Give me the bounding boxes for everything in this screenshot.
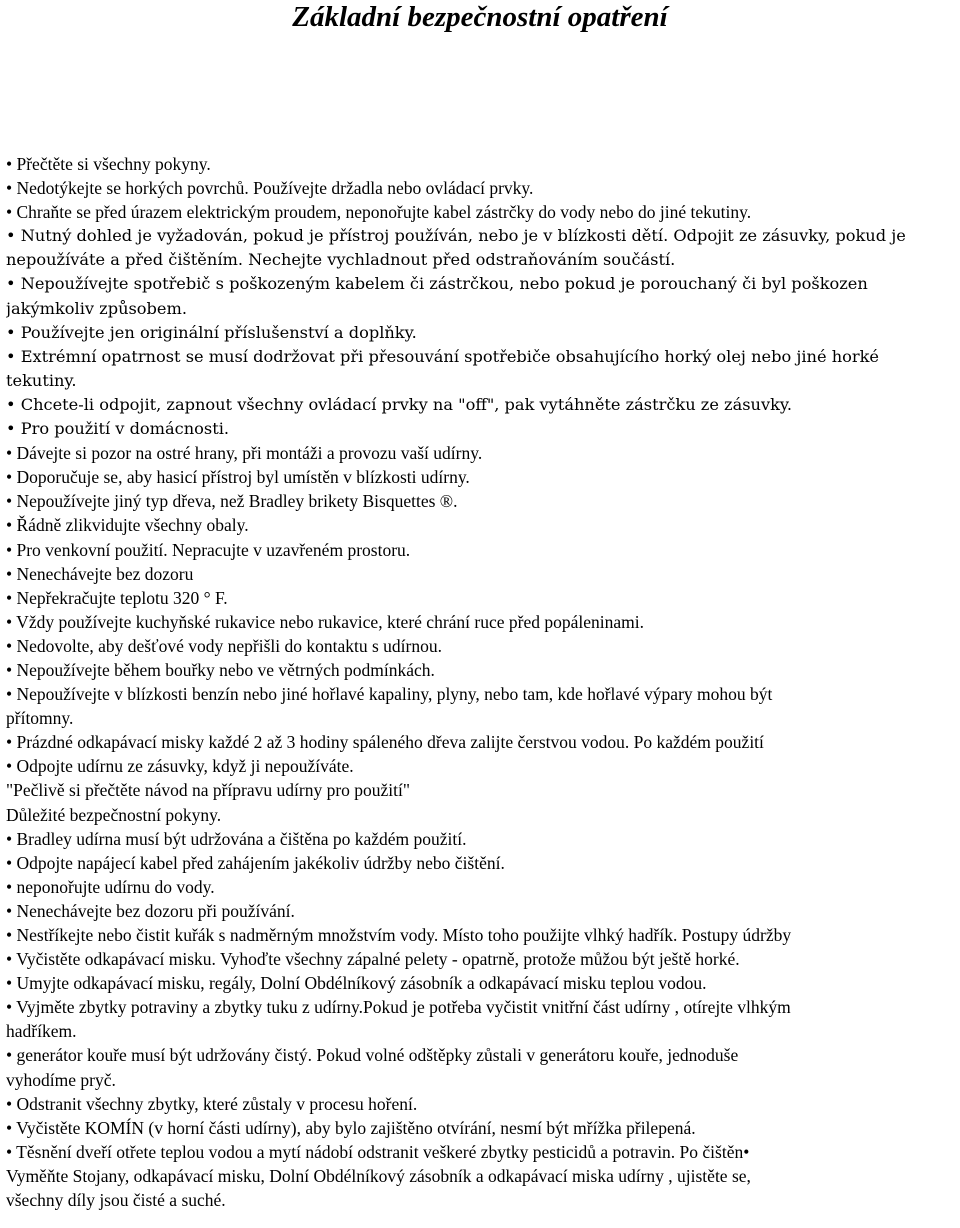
- instruction-line: hadříkem.: [6, 1021, 77, 1042]
- instruction-line: • neponořujte udírnu do vody.: [6, 876, 215, 897]
- instruction-line: • Umyjte odkapávací misku, regály, Dolní Obdélníkový zásobník a odkapávací misku teplou vodou.: [6, 973, 707, 994]
- instruction-line: • Dávejte si pozor na ostré hrany, při montáži a provozu vaší udírny.: [6, 443, 483, 464]
- instruction-line: • Chraňte se před úrazem elektrickým proudem, neponořujte kabel zástrčky do vody nebo do jiné tekutiny.: [6, 202, 752, 223]
- instruction-line: tekutiny.: [6, 370, 77, 390]
- instruction-line: přítomny.: [6, 708, 74, 729]
- instruction-line: Vyměňte Stojany, odkapávací misku, Dolní Obdélníkový zásobník a odkapávací miska udírny , ujistěte se,: [6, 1165, 751, 1186]
- instructions-body: [6, 152, 958, 1212]
- instruction-line: • Nedovolte, aby dešťové vody nepřišli do kontaktu s udírnou.: [6, 635, 442, 656]
- instruction-line: • Bradley udírna musí být udržována a čištěna po každém použití.: [6, 828, 467, 849]
- instruction-line: • Nedotýkejte se horkých povrchů. Používejte držadla nebo ovládací prvky.: [6, 178, 534, 199]
- instruction-line: • Nenechávejte bez dozoru: [6, 563, 194, 584]
- page-title: Základní bezpečnostní opatření: [292, 1, 668, 33]
- instruction-line: "Pečlivě si přečtěte návod na přípravu udírny pro použití": [6, 780, 411, 801]
- instruction-line: • Odpojte napájecí kabel před zahájením jakékoliv údržby nebo čištění.: [6, 852, 505, 873]
- instruction-line: • Vyčistěte KOMÍN (v horní části udírny), aby bylo zajištěno otvírání, nesmí být mřížka přilepená.: [6, 1117, 696, 1138]
- instruction-line: • Nutný dohled je vyžadován, pokud je přístroj používán, nebo je v blízkosti dětí. Odpojit ze zásuvky, pokud je: [6, 226, 906, 246]
- instruction-line: • Přečtěte si všechny pokyny.: [6, 154, 211, 174]
- instruction-line: nepoužíváte a před čištěním. Nechejte vychladnout před odstraňováním součástí.: [6, 250, 676, 270]
- instruction-line: • Používejte jen originální příslušenství a doplňky.: [6, 322, 417, 342]
- instruction-line: • Vyčistěte odkapávací misku. Vyhoďte všechny zápalné pelety - opatrně, protože můžou být ještě horké.: [6, 949, 740, 970]
- instruction-line: • Odpojte udírnu ze zásuvky, když ji nepoužíváte.: [6, 756, 354, 777]
- instruction-line: • Vyjměte zbytky potraviny a zbytky tuku z udírny.Pokud je potřeba vyčistit vnitřní část udírny , otírejte vlhkým: [6, 997, 791, 1018]
- instruction-line: • Chcete-li odpojit, zapnout všechny ovládací prvky na "off", pak vytáhněte zástrčku ze zásuvky.: [6, 394, 793, 414]
- instruction-line: • Těsnění dveří otřete teplou vodou a mytí nádobí odstranit veškeré zbytky pesticidů a potravin. Po čištěn•: [6, 1141, 750, 1162]
- instruction-line: vyhodíme pryč.: [6, 1069, 116, 1090]
- instruction-line: • Nepoužívejte jiný typ dřeva, než Bradley brikety Bisquettes ®.: [6, 491, 458, 512]
- instruction-line: • generátor kouře musí být udržovány čistý. Pokud volné odštěpky zůstali v generátoru kouře, jednoduše: [6, 1045, 739, 1066]
- instruction-line: Důležité bezpečnostní pokyny.: [6, 804, 222, 825]
- instruction-line: • Pro venkovní použití. Nepracujte v uzavřeném prostoru.: [6, 539, 411, 560]
- instruction-line: • Pro použití v domácnosti.: [6, 419, 230, 439]
- instruction-line: • Nepoužívejte spotřebič s poškozeným kabelem či zástrčkou, nebo pokud je porouchaný či byl poškozen: [6, 274, 868, 294]
- instruction-line: • Nepoužívejte v blízkosti benzín nebo jiné hořlavé kapaliny, plyny, nebo tam, kde hořlavé výpary mohou být: [6, 684, 773, 705]
- instruction-line: • Doporučuje se, aby hasicí přístroj byl umístěn v blízkosti udírny.: [6, 467, 470, 488]
- instruction-line: • Extrémní opatrnost se musí dodržovat při přesouvání spotřebiče obsahujícího horký olej nebo jiné horké: [6, 346, 880, 366]
- instruction-line: • Vždy používejte kuchyňské rukavice nebo rukavice, které chrání ruce před popáleninami.: [6, 611, 644, 632]
- instruction-line: • Nestříkejte nebo čistit kuřák s nadměrným množstvím vody. Místo toho použijte vlhký hadřík. Postupy údržby: [6, 925, 792, 945]
- instruction-line: jakýmkoliv způsobem.: [6, 298, 187, 318]
- instruction-line: všechny díly jsou čisté a suché.: [6, 1190, 226, 1211]
- instruction-line: • Nenechávejte bez dozoru při používání.: [6, 900, 295, 921]
- instruction-line: • Řádně zlikvidujte všechny obaly.: [6, 515, 249, 536]
- instruction-line: • Nepřekračujte teplotu 320 ° F.: [6, 587, 228, 608]
- instruction-line: • Nepoužívejte během bouřky nebo ve větrných podmínkách.: [6, 659, 435, 680]
- instruction-line: • Odstranit všechny zbytky, které zůstaly v procesu hoření.: [6, 1093, 418, 1114]
- instruction-line: • Prázdné odkapávací misky každé 2 až 3 hodiny spáleného dřeva zalijte čerstvou vodou. Po každém použití: [6, 732, 764, 753]
